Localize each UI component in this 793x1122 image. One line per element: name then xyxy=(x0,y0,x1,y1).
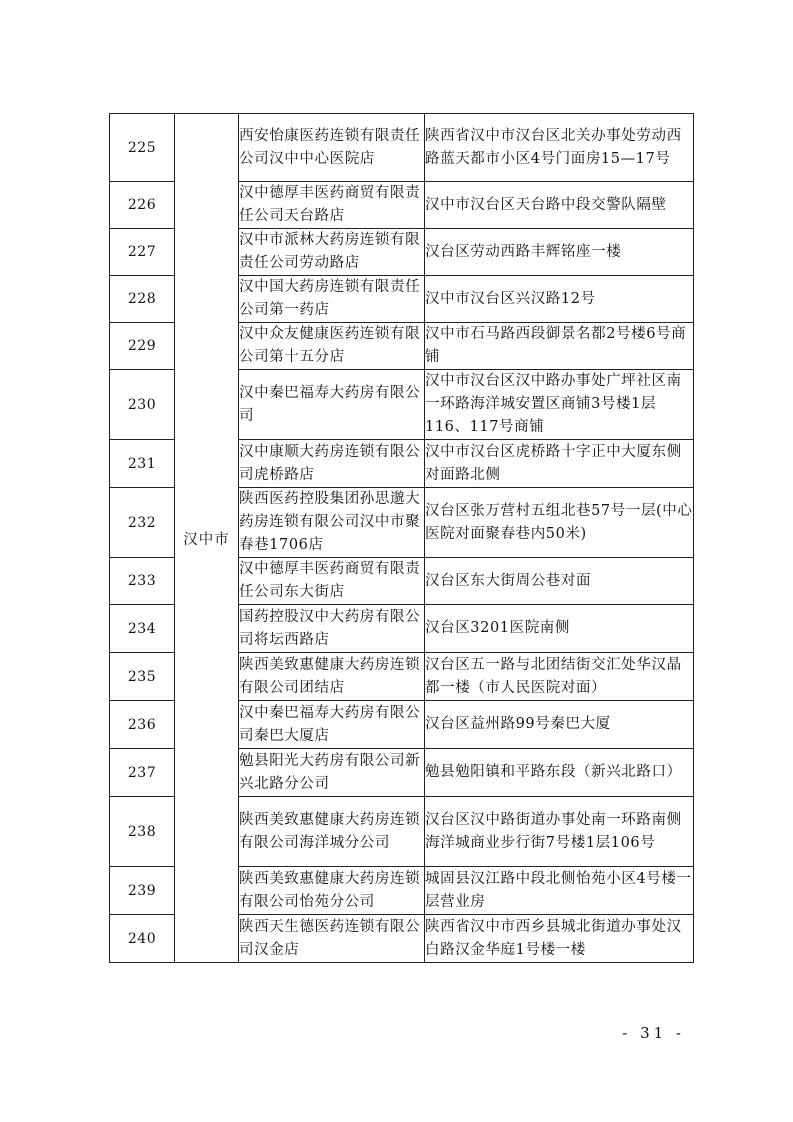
city-cell: 汉中市 xyxy=(175,114,239,963)
table-row xyxy=(110,114,694,182)
store-name: 汉中德厚丰医药商贸有限责任公司天台路店 xyxy=(239,182,425,229)
store-address: 汉中市石马路西段御景名都2号楼6号商铺 xyxy=(425,323,694,370)
store-address: 汉台区汉中路街道办事处南一环路南侧海洋城商业步行街7号楼1层106号 xyxy=(425,797,694,867)
store-address: 汉中市汉台区天台路中段交警队隔壁 xyxy=(425,182,694,229)
store-address: 城固县汉江路中段北侧怡苑小区4号楼一层营业房 xyxy=(425,867,694,915)
store-address: 汉台区东大街周公巷对面 xyxy=(425,558,694,605)
store-name: 汉中德厚丰医药商贸有限责任公司东大街店 xyxy=(239,558,425,605)
store-name: 勉县阳光大药房有限公司新兴北路分公司 xyxy=(239,749,425,797)
store-address: 汉台区益州路99号秦巴大厦 xyxy=(425,701,694,749)
store-name: 国药控股汉中大药房有限公司将坛西路店 xyxy=(239,605,425,653)
store-name: 汉中众友健康医药连锁有限公司第十五分店 xyxy=(239,323,425,370)
store-list-body xyxy=(110,114,694,963)
store-name: 汉中康顺大药房连锁有限公司虎桥路店 xyxy=(239,440,425,488)
row-number: 235 xyxy=(110,653,175,701)
store-name: 汉中秦巴福寿大药房有限公司秦巴大厦店 xyxy=(239,701,425,749)
row-number: 236 xyxy=(110,701,175,749)
store-address: 汉中市汉台区兴汉路12号 xyxy=(425,276,694,323)
store-name: 陕西天生德医药连锁有限公司汉金店 xyxy=(239,915,425,963)
row-number: 238 xyxy=(110,797,175,867)
row-number: 225 xyxy=(110,114,175,182)
store-name: 陕西美致惠健康大药房连锁有限公司团结店 xyxy=(239,653,425,701)
row-number: 237 xyxy=(110,749,175,797)
store-name: 陕西医药控股集团孙思邈大药房连锁有限公司汉中市聚春巷1706店 xyxy=(239,488,425,558)
row-number: 226 xyxy=(110,182,175,229)
store-address: 汉中市汉台区虎桥路十字正中大厦东侧对面路北侧 xyxy=(425,440,694,488)
row-number: 228 xyxy=(110,276,175,323)
row-number: 233 xyxy=(110,558,175,605)
store-name: 汉中国大药房连锁有限责任公司第一药店 xyxy=(239,276,425,323)
store-address: 汉台区张万营村五组北巷57号一层(中心医院对面聚春巷内50米) xyxy=(425,488,694,558)
row-number: 229 xyxy=(110,323,175,370)
store-address: 陕西省汉中市西乡县城北街道办事处汉白路汉金华庭1号楼一楼 xyxy=(425,915,694,963)
store-address: 陕西省汉中市汉台区北关办事处劳动西路蓝天都市小区4号门面房15—17号 xyxy=(425,114,694,182)
store-name: 西安怡康医药连锁有限责任公司汉中中心医院店 xyxy=(239,114,425,182)
store-name: 陕西美致惠健康大药房连锁有限公司怡苑分公司 xyxy=(239,867,425,915)
store-address: 勉县勉阳镇和平路东段（新兴北路口） xyxy=(425,749,694,797)
row-number: 227 xyxy=(110,229,175,276)
store-name: 陕西美致惠健康大药房连锁有限公司海洋城分公司 xyxy=(239,797,425,867)
row-number: 232 xyxy=(110,488,175,558)
store-address: 汉台区五一路与北团结街交汇处华汉晶都一楼（市人民医院对面） xyxy=(425,653,694,701)
row-number: 231 xyxy=(110,440,175,488)
row-number: 234 xyxy=(110,605,175,653)
row-number: 240 xyxy=(110,915,175,963)
row-number: 230 xyxy=(110,370,175,440)
store-name: 汉中市派林大药房连锁有限责任公司劳动路店 xyxy=(239,229,425,276)
store-name: 汉中秦巴福寿大药房有限公司 xyxy=(239,370,425,440)
row-number: 239 xyxy=(110,867,175,915)
store-address: 汉台区劳动西路丰辉铭座一楼 xyxy=(425,229,694,276)
page-number: - 31 - xyxy=(622,1024,685,1042)
store-address: 汉中市汉台区汉中路办事处广坪社区南一环路海洋城安置区商铺3号楼1层116、117号商铺 xyxy=(425,370,694,440)
store-address: 汉台区3201医院南侧 xyxy=(425,605,694,653)
store-list-table xyxy=(109,113,694,963)
